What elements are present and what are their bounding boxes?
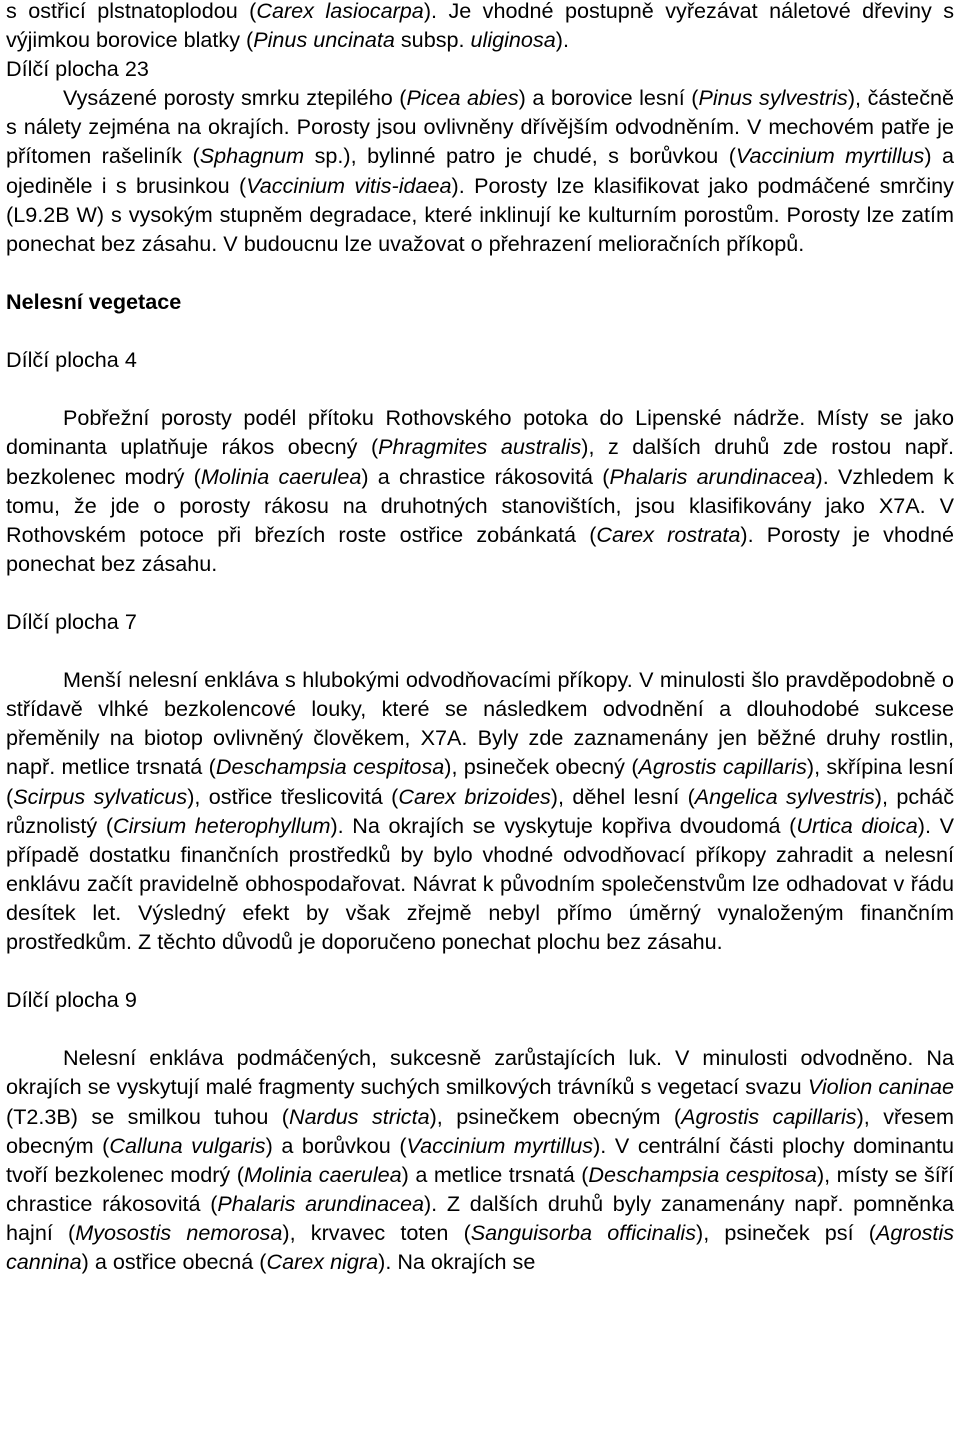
species-name: uliginosa [470, 27, 556, 53]
spacer [6, 578, 954, 607]
species-name: Molinia caerulea [243, 1161, 402, 1187]
text-run: ), místy se šíří chrastice rákosovitá ( [6, 1161, 954, 1216]
species-name: Carex nigra [266, 1249, 379, 1275]
species-name: Carex lasiocarpa [256, 0, 424, 23]
text-run: ). Na okrajích se [378, 1249, 536, 1275]
text-run: Pobřežní porosty podél přítoku Rothovského potoka do Lipenské nádrže. Místy se jako dominanta uplatňuje rákos obecný ( [6, 405, 954, 460]
species-name: Deschampsia cespitosa [588, 1161, 817, 1187]
text-run: ), vřesem obecným ( [6, 1103, 954, 1158]
body-paragraph [6, 83, 954, 258]
text-run: ), pcháč různolistý ( [6, 783, 954, 838]
text-run: ), z dalších druhů zde rostou např. bezkolenec modrý ( [6, 434, 954, 489]
text-run: ). Porosty lze klasifikovat jako podmáčené smrčiny (L9.2B W) s vysokým stupněm degradace, které inklinují ke kulturním porostům. Porosty lze zatím ponechat bez zásahu. V budoucnu lze uvažovat o přehrazení melioračních příkopů. [6, 172, 954, 256]
body-paragraph [6, 1043, 954, 1276]
text-run: ), ostřice třeslicovitá ( [187, 783, 399, 809]
subsection-heading: Dílčí plocha 4 [6, 347, 137, 373]
species-name: Calluna vulgaris [109, 1132, 266, 1158]
species-name: Sanguisorba officinalis [470, 1219, 697, 1245]
spacer [6, 374, 954, 403]
text-run: ). Vzhledem k tomu, že jde o porosty rákosu na druhotných stanovištích, jsou klasifikovány jako X7A. V Rothovském potoce při březích roste ostřice zobánkatá ( [6, 463, 954, 547]
text-run: ), psineček psí ( [696, 1219, 876, 1245]
text-run: ). Na okrajích se vyskytuje kopřiva dvoudomá ( [330, 812, 797, 838]
species-name: Phragmites australis [378, 434, 582, 460]
text-run: ), krvavec toten ( [282, 1219, 471, 1245]
body-paragraph [6, 665, 954, 956]
spacer [6, 1014, 954, 1043]
species-name: Vaccinium myrtillus [735, 143, 925, 169]
text-run: Menší nelesní enkláva s hlubokými odvodňovacími příkopy. V minulosti šlo pravděpodobně o střídavě vlhké bezkolencové louky, které se následkem odvodnění a dlouhodobé sukcese přeměnily na biotop ovlivněný člověkem, X7A. Byly zde zaznamenány jen běžné druhy rostlin, např. metlice trsnatá ( [6, 667, 954, 780]
spacer [6, 316, 954, 345]
species-name: Deschampsia cespitosa [215, 754, 445, 780]
subsection-heading: Dílčí plocha 7 [6, 608, 137, 634]
spacer [6, 956, 954, 985]
species-name: Myosostis nemorosa [75, 1219, 283, 1245]
text-run: sp.), bylinné patro je chudé, s borůvkou ( [304, 143, 736, 169]
text-run: ) a chrastice rákosovitá ( [361, 463, 610, 489]
body-paragraph [6, 0, 954, 54]
species-name: Nardus stricta [288, 1103, 430, 1129]
species-name: Molinia caerulea [200, 463, 362, 489]
species-name: Phalaris arundinacea [609, 463, 816, 489]
text-run: ). V centrální části plochy dominantu tvoří bezkolenec modrý ( [6, 1132, 955, 1187]
species-name: Sphagnum [199, 143, 305, 169]
text-run: ), skřípina lesní ( [6, 754, 954, 809]
species-name: Pinus sylvestris [698, 85, 848, 111]
species-name: Pinus uncinata [253, 27, 395, 53]
subsection-heading: Dílčí plocha 23 [6, 56, 149, 82]
species-name: Agrostis capillaris [681, 1103, 857, 1129]
species-name: Violion caninae [807, 1074, 955, 1100]
species-name: Carex rostrata [596, 521, 741, 547]
species-name: Cirsium heterophyllum [113, 812, 331, 838]
species-name: Angelica sylvestris [694, 783, 875, 809]
species-name: Agrostis cannina [6, 1219, 954, 1275]
text-run: ) a ostřice obecná ( [81, 1249, 267, 1275]
text-run: s ostřicí plstnatoplodou ( [6, 0, 257, 23]
species-name: Carex brizoides [398, 783, 551, 809]
text-run: ). [555, 27, 569, 53]
text-run: ), psineček obecný ( [444, 754, 639, 780]
species-name: Agrostis capillaris [638, 754, 807, 780]
text-run: ) a ojediněle i s brusinkou ( [6, 143, 954, 198]
species-name: Phalaris arundinacea [217, 1190, 424, 1216]
text-run: ), děhel lesní ( [550, 783, 695, 809]
text-run: ), částečně s nálety zejména na okrajích. Porosty jsou ovlivněny dřívějším odvodněním. V mechovém patře je přítomen rašeliník ( [6, 85, 955, 169]
text-run: ). Je vhodné postupně vyřezávat náletové dřeviny s výjimkou borovice blatky ( [6, 0, 954, 53]
body-paragraph [6, 403, 954, 578]
species-name: Urtica dioica [796, 812, 918, 838]
text-run: Vysázené porosty smrku ztepilého ( [63, 85, 407, 111]
spacer [6, 258, 954, 287]
species-name: Picea abies [406, 85, 519, 111]
text-run: (T2.3B) se smilkou tuhou ( [6, 1103, 289, 1129]
spacer [6, 636, 954, 665]
document-page [6, 0, 954, 1276]
species-name: Vaccinium myrtillus [406, 1132, 594, 1158]
text-run: ). Porosty je vhodné ponechat bez zásahu. [6, 521, 954, 576]
text-run: ). Z dalších druhů byly zanamenány např. pomněnka hajní ( [6, 1190, 954, 1245]
text-run: ), psinečkem obecným ( [429, 1103, 682, 1129]
text-run: ) a borůvkou ( [265, 1132, 407, 1158]
text-run: ) a metlice trsnatá ( [401, 1161, 589, 1187]
text-run: subsp. [394, 27, 471, 53]
subsection-heading: Dílčí plocha 9 [6, 987, 137, 1013]
section-heading: Nelesní vegetace [6, 288, 182, 314]
text-run: Nelesní enkláva podmáčených, sukcesně zarůstajících luk. V minulosti odvodněno. Na okrajích se vyskytují malé fragmenty suchých smilkových trávníků s vegetací svazu [6, 1045, 954, 1100]
species-name: Vaccinium vitis-idaea [246, 172, 452, 198]
text-run: ) a borovice lesní ( [518, 85, 699, 111]
text-run: ). V případě dostatku finančních prostředků by bylo vhodné odvodňovací příkopy zahradit a nelesní enklávu začít pravidelně obhospodařovat. Návrat k původním společenstvům lze odhadovat v řádu desítek let. Výsledný efekt by však zřejmě nebyl přímo úměrný vynaloženým finančním prostředkům. Z těchto důvodů je doporučeno ponechat plochu bez zásahu. [6, 812, 955, 954]
species-name: Scirpus sylvaticus [13, 783, 188, 809]
